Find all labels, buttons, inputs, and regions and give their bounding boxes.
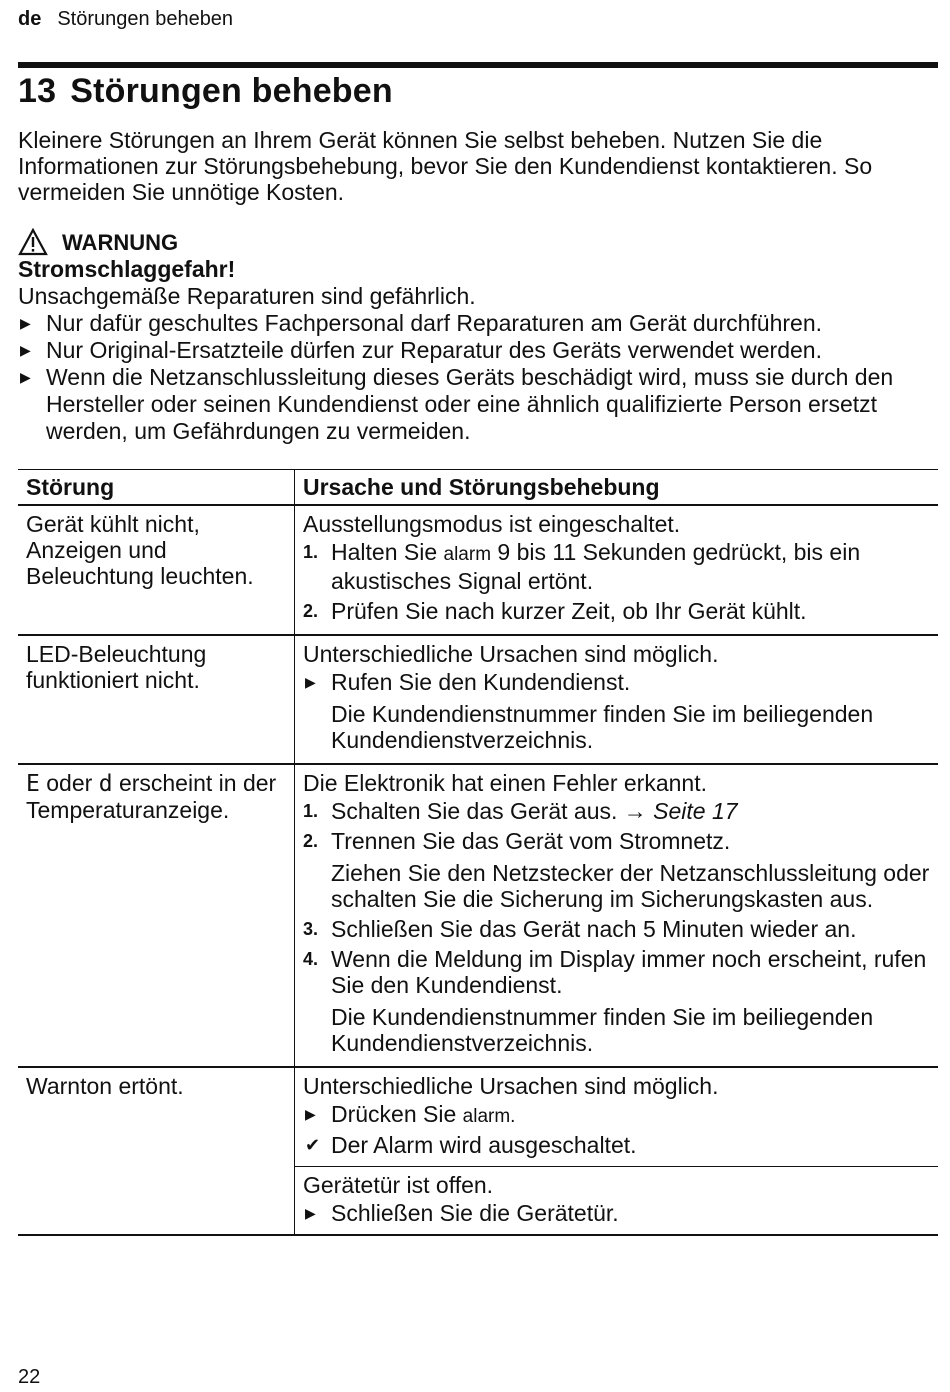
column-header-cause: Ursache und Störungsbehebung [295, 470, 939, 506]
chapter-number: 13 [18, 72, 57, 110]
list-item: ▶ Nur dafür geschultes Fachpersonal darf Reparaturen am Gerät durchführen. [20, 310, 823, 336]
table-row [18, 505, 938, 635]
warning-label: WARNUNG [62, 229, 179, 255]
warning-heading [18, 228, 938, 256]
chapter-title: Störungen beheben [70, 72, 393, 110]
step-item: 1. Halten Sie alarm 9 bis 11 Sekunden gedrückt, bis ein akustisches Signal ertönt. [303, 539, 861, 594]
bullet-arrow-icon: ▶ [305, 1106, 316, 1122]
result-item: ✔ Der Alarm wird ausgeschaltet. [305, 1132, 637, 1158]
cause-cell: Ausstellungsmodus ist eingeschaltet. 1. Halten Sie alarm 9 bis 11 Sekunden gedrückt, bis ein akustisches Signal ertönt. 2. Prüfen Sie nach kurzer Zeit, ob Ihr Gerät kühlt. [295, 505, 939, 635]
bullet-arrow-icon: ▶ [20, 342, 31, 358]
header-section: Störungen beheben [57, 8, 234, 30]
note-text: Die Kundendienstnummer finden Sie im beiliegenden Kundendienstverzeichnis. [331, 1004, 874, 1056]
warning-bullets [18, 310, 938, 445]
troubleshooting-table [18, 469, 938, 1236]
table-row [18, 764, 938, 1067]
cause-cell: Die Elektronik hat einen Fehler erkannt. 1. Schalten Sie das Gerät aus. → Seite 17 2. Trennen Sie das Gerät vom Stromnetz. Ziehen Sie den Netzstecker der Netzanschlussleitung oder schalten Sie die Sicherung im Sicherungskasten aus. 3. Schließen Sie das Gerät nach 5 Minuten wieder an. 4. Wenn die Meldung im Display immer noch erscheint, rufen Sie den Kundendienst. Die Kundendienstnummer finden Sie im beiliegenden Kundendienstverzeichnis. [295, 764, 939, 1067]
steps-list [303, 798, 930, 854]
segment-d-symbol: d [98, 771, 113, 797]
list-item: ▶ Schließen Sie die Gerätetür. [305, 1200, 619, 1226]
bullet-arrow-icon: ▶ [20, 315, 31, 331]
language-code: de [18, 8, 42, 30]
warning-triangle-icon [18, 228, 48, 256]
page-number: 22 [18, 1366, 41, 1388]
checkmark-icon: ✔ [305, 1135, 321, 1155]
page-title [18, 72, 393, 111]
note-text: Ziehen Sie den Netzstecker der Netzanschlussleitung oder schalten Sie die Sicherung im Sicherungskasten aus. [331, 860, 930, 912]
list-item: ▶ Rufen Sie den Kundendienst. [305, 669, 631, 695]
bullet-arrow-icon: ▶ [305, 674, 316, 690]
alarm-key-label: alarm [443, 544, 492, 565]
warning-text: Unsachgemäße Reparaturen sind gefährlich. [18, 283, 476, 309]
step-item: 2. Prüfen Sie nach kurzer Zeit, ob Ihr Gerät kühlt. [303, 598, 807, 624]
fault-cell: Gerät kühlt nicht, Anzeigen und Beleuchtung leuchten. [18, 505, 295, 635]
warning-box [18, 228, 938, 445]
list-item: ▶ Drücken Sie alarm. [305, 1101, 516, 1127]
fault-cell: Warnton ertönt. [18, 1067, 295, 1235]
step-item: 1. Schalten Sie das Gerät aus. → Seite 17 [303, 798, 738, 824]
cause-cell: Unterschiedliche Ursachen sind möglich. ▶ Rufen Sie den Kundendienst. Die Kundendienstnummer finden Sie im beiliegenden Kundendienstverzeichnis. [295, 635, 939, 764]
running-header [18, 8, 233, 31]
page-reference-link[interactable]: → Seite 17 [623, 798, 738, 824]
fault-cell: LED-Beleuchtung funktioniert nicht. [18, 635, 295, 764]
bullet-arrow-icon: ▶ [305, 1205, 316, 1221]
cause-cell: Unterschiedliche Ursachen sind möglich. ▶ Drücken Sie alarm. ✔ Der Alarm wird ausgeschaltet. [295, 1067, 939, 1167]
alarm-key-label: alarm. [462, 1106, 516, 1127]
cause-cell: Gerätetür ist offen. ▶ Schließen Sie die Gerätetür. [295, 1167, 939, 1236]
table-row [18, 635, 938, 764]
note-text: Die Kundendienstnummer finden Sie im beiliegenden Kundendienstverzeichnis. [331, 701, 874, 753]
steps-list [303, 539, 930, 624]
list-item: ▶ Nur Original-Ersatzteile dürfen zur Reparatur des Geräts verwendet werden. [20, 337, 822, 363]
table-row [18, 1067, 938, 1167]
steps-list [303, 916, 930, 998]
table-header-row [18, 470, 938, 506]
segment-e-symbol: E [26, 771, 40, 797]
step-item: 2. Trennen Sie das Gerät vom Stromnetz. [303, 828, 731, 854]
intro-paragraph: Kleinere Störungen an Ihrem Gerät können Sie selbst beheben. Nutzen Sie die Informationen zur Störungsbehebung, bevor Sie den Kundendienst kontaktieren. So vermeiden Sie unnötige Kosten. [18, 127, 873, 205]
fault-cell: E oder d erscheint in der Temperaturanzeige. [18, 764, 295, 1067]
bullet-arrow-icon: ▶ [20, 369, 31, 385]
step-item: 4. Wenn die Meldung im Display immer noch erscheint, rufen Sie den Kundendienst. [303, 946, 927, 998]
column-header-fault: Störung [18, 470, 295, 506]
step-item: 3. Schließen Sie das Gerät nach 5 Minuten wieder an. [303, 916, 857, 942]
warning-title: Stromschlaggefahr! [18, 256, 236, 282]
list-item: ▶ Wenn die Netzanschlussleitung dieses Geräts beschädigt wird, muss sie durch den Hersteller oder seinen Kundendienst oder eine ähnlich qualifizierte Person ersetzt werden, um Gefährdungen zu vermeiden. [20, 364, 894, 444]
header-rule [18, 62, 938, 68]
